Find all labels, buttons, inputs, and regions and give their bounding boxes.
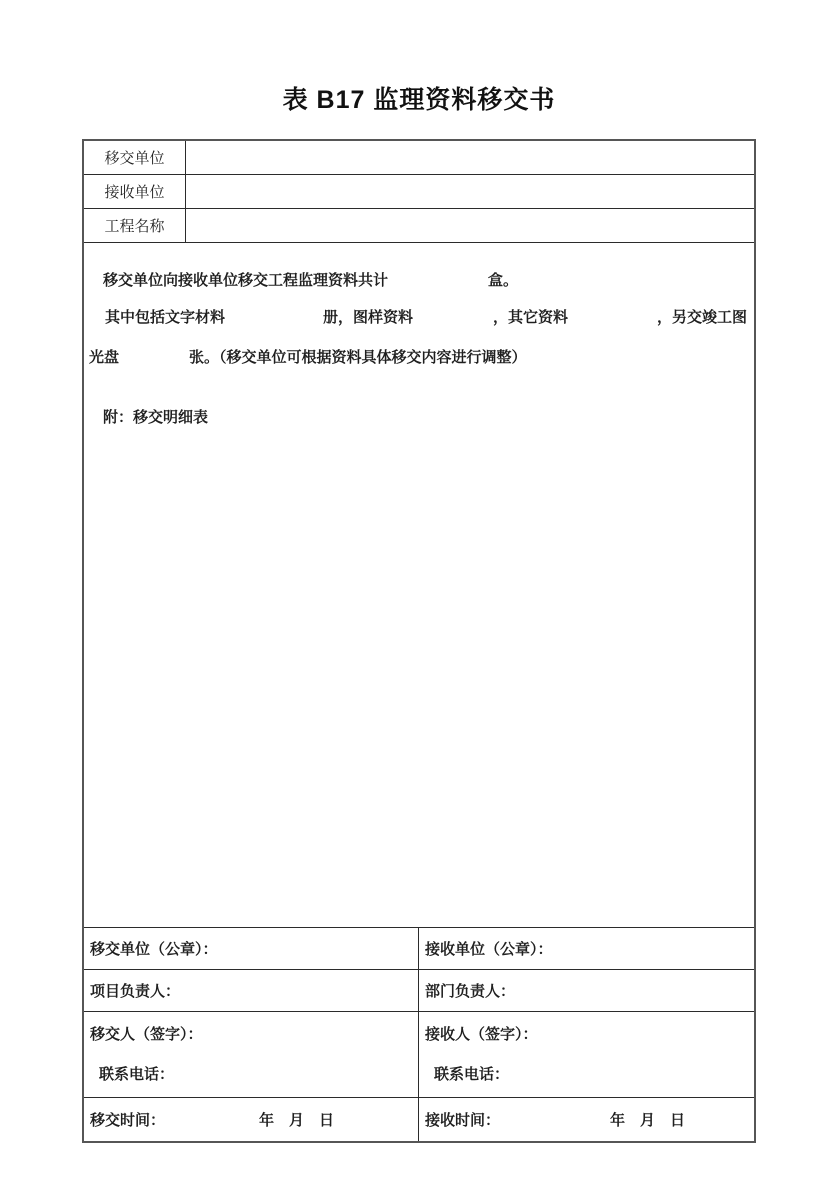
receiver-sign-cell[interactable] — [419, 1012, 754, 1097]
other-materials-blank[interactable] — [568, 321, 657, 322]
receive-date-ymd: 年 月 日 — [610, 1112, 686, 1129]
info-row-project-name — [84, 209, 754, 243]
total-boxes-blank[interactable] — [388, 284, 488, 285]
transfer-unit-value-cell[interactable] — [186, 141, 754, 174]
receiver-phone-label: 联系电话： — [434, 1066, 510, 1083]
transferor-phone-label: 联系电话： — [99, 1066, 175, 1083]
disc-count-blank[interactable] — [119, 361, 189, 362]
transfer-unit-seal-label: 移交单位（公章）： — [90, 941, 218, 958]
transfer-date-label: 移交时间： — [90, 1112, 166, 1129]
text-materials-label: 其中包括文字材料 — [105, 309, 226, 326]
department-leader-label: 部门负责人： — [425, 983, 516, 1000]
receiving-unit-seal-label: 接收单位（公章）： — [425, 941, 553, 958]
body-line-2 — [105, 307, 754, 329]
form-body-cell — [84, 270, 754, 928]
sig-row-date — [84, 1098, 754, 1141]
body-line-3 — [89, 347, 754, 369]
transferor-sign-cell[interactable] — [84, 1012, 419, 1097]
info-row-transfer-unit — [84, 141, 754, 175]
body-line-1 — [103, 270, 754, 292]
transfer-unit-seal-cell[interactable] — [84, 928, 419, 969]
page-title: 表 B17 监理资料移交书 — [282, 86, 556, 114]
info-row-receiving-unit — [84, 175, 754, 209]
drawing-materials-label: 册，图样资料 — [323, 309, 414, 326]
receiver-sign-label: 接收人（签字）： — [425, 1026, 538, 1043]
text-materials-blank[interactable] — [225, 321, 323, 322]
project-leader-cell[interactable] — [84, 970, 419, 1011]
transfer-date-cell[interactable] — [84, 1098, 419, 1141]
transfer-date-blank[interactable] — [165, 1124, 259, 1125]
asbuilt-drawing-label: ，另交竣工图 — [657, 309, 748, 326]
transfer-date-line — [90, 1109, 334, 1130]
sig-row-responsible — [84, 970, 754, 1012]
receiving-unit-seal-cell[interactable] — [419, 928, 754, 969]
other-materials-label: ，其它资料 — [493, 309, 569, 326]
receive-date-line — [425, 1109, 685, 1130]
project-name-value-cell[interactable] — [186, 209, 754, 242]
drawing-materials-blank[interactable] — [413, 321, 493, 322]
project-name-label: 工程名称 — [84, 209, 186, 242]
receiving-unit-label: 接收单位 — [84, 175, 186, 208]
transfer-date-ymd: 年 月 日 — [259, 1112, 335, 1129]
receive-date-cell[interactable] — [419, 1098, 754, 1141]
receive-date-blank[interactable] — [500, 1124, 610, 1125]
transfer-form-table — [82, 139, 756, 1143]
department-leader-cell[interactable] — [419, 970, 754, 1011]
receiving-unit-value-cell[interactable] — [186, 175, 754, 208]
sig-row-signer — [84, 1012, 754, 1098]
receive-date-label: 接收时间： — [425, 1112, 501, 1129]
transfer-unit-label: 移交单位 — [84, 141, 186, 174]
project-leader-label: 项目负责人： — [90, 983, 181, 1000]
transferor-sign-label: 移交人（签字）： — [90, 1026, 203, 1043]
adjust-note-text: 张。（移交单位可根据资料具体移交内容进行调整） — [189, 349, 527, 366]
attachment-note: 附：移交明细表 — [103, 409, 209, 426]
body-line1-suffix: 盒。 — [488, 272, 519, 289]
disc-label: 光盘 — [89, 349, 120, 366]
body-line1-text: 移交单位向接收单位移交工程监理资料共计 — [103, 272, 389, 289]
sig-row-seal — [84, 928, 754, 970]
